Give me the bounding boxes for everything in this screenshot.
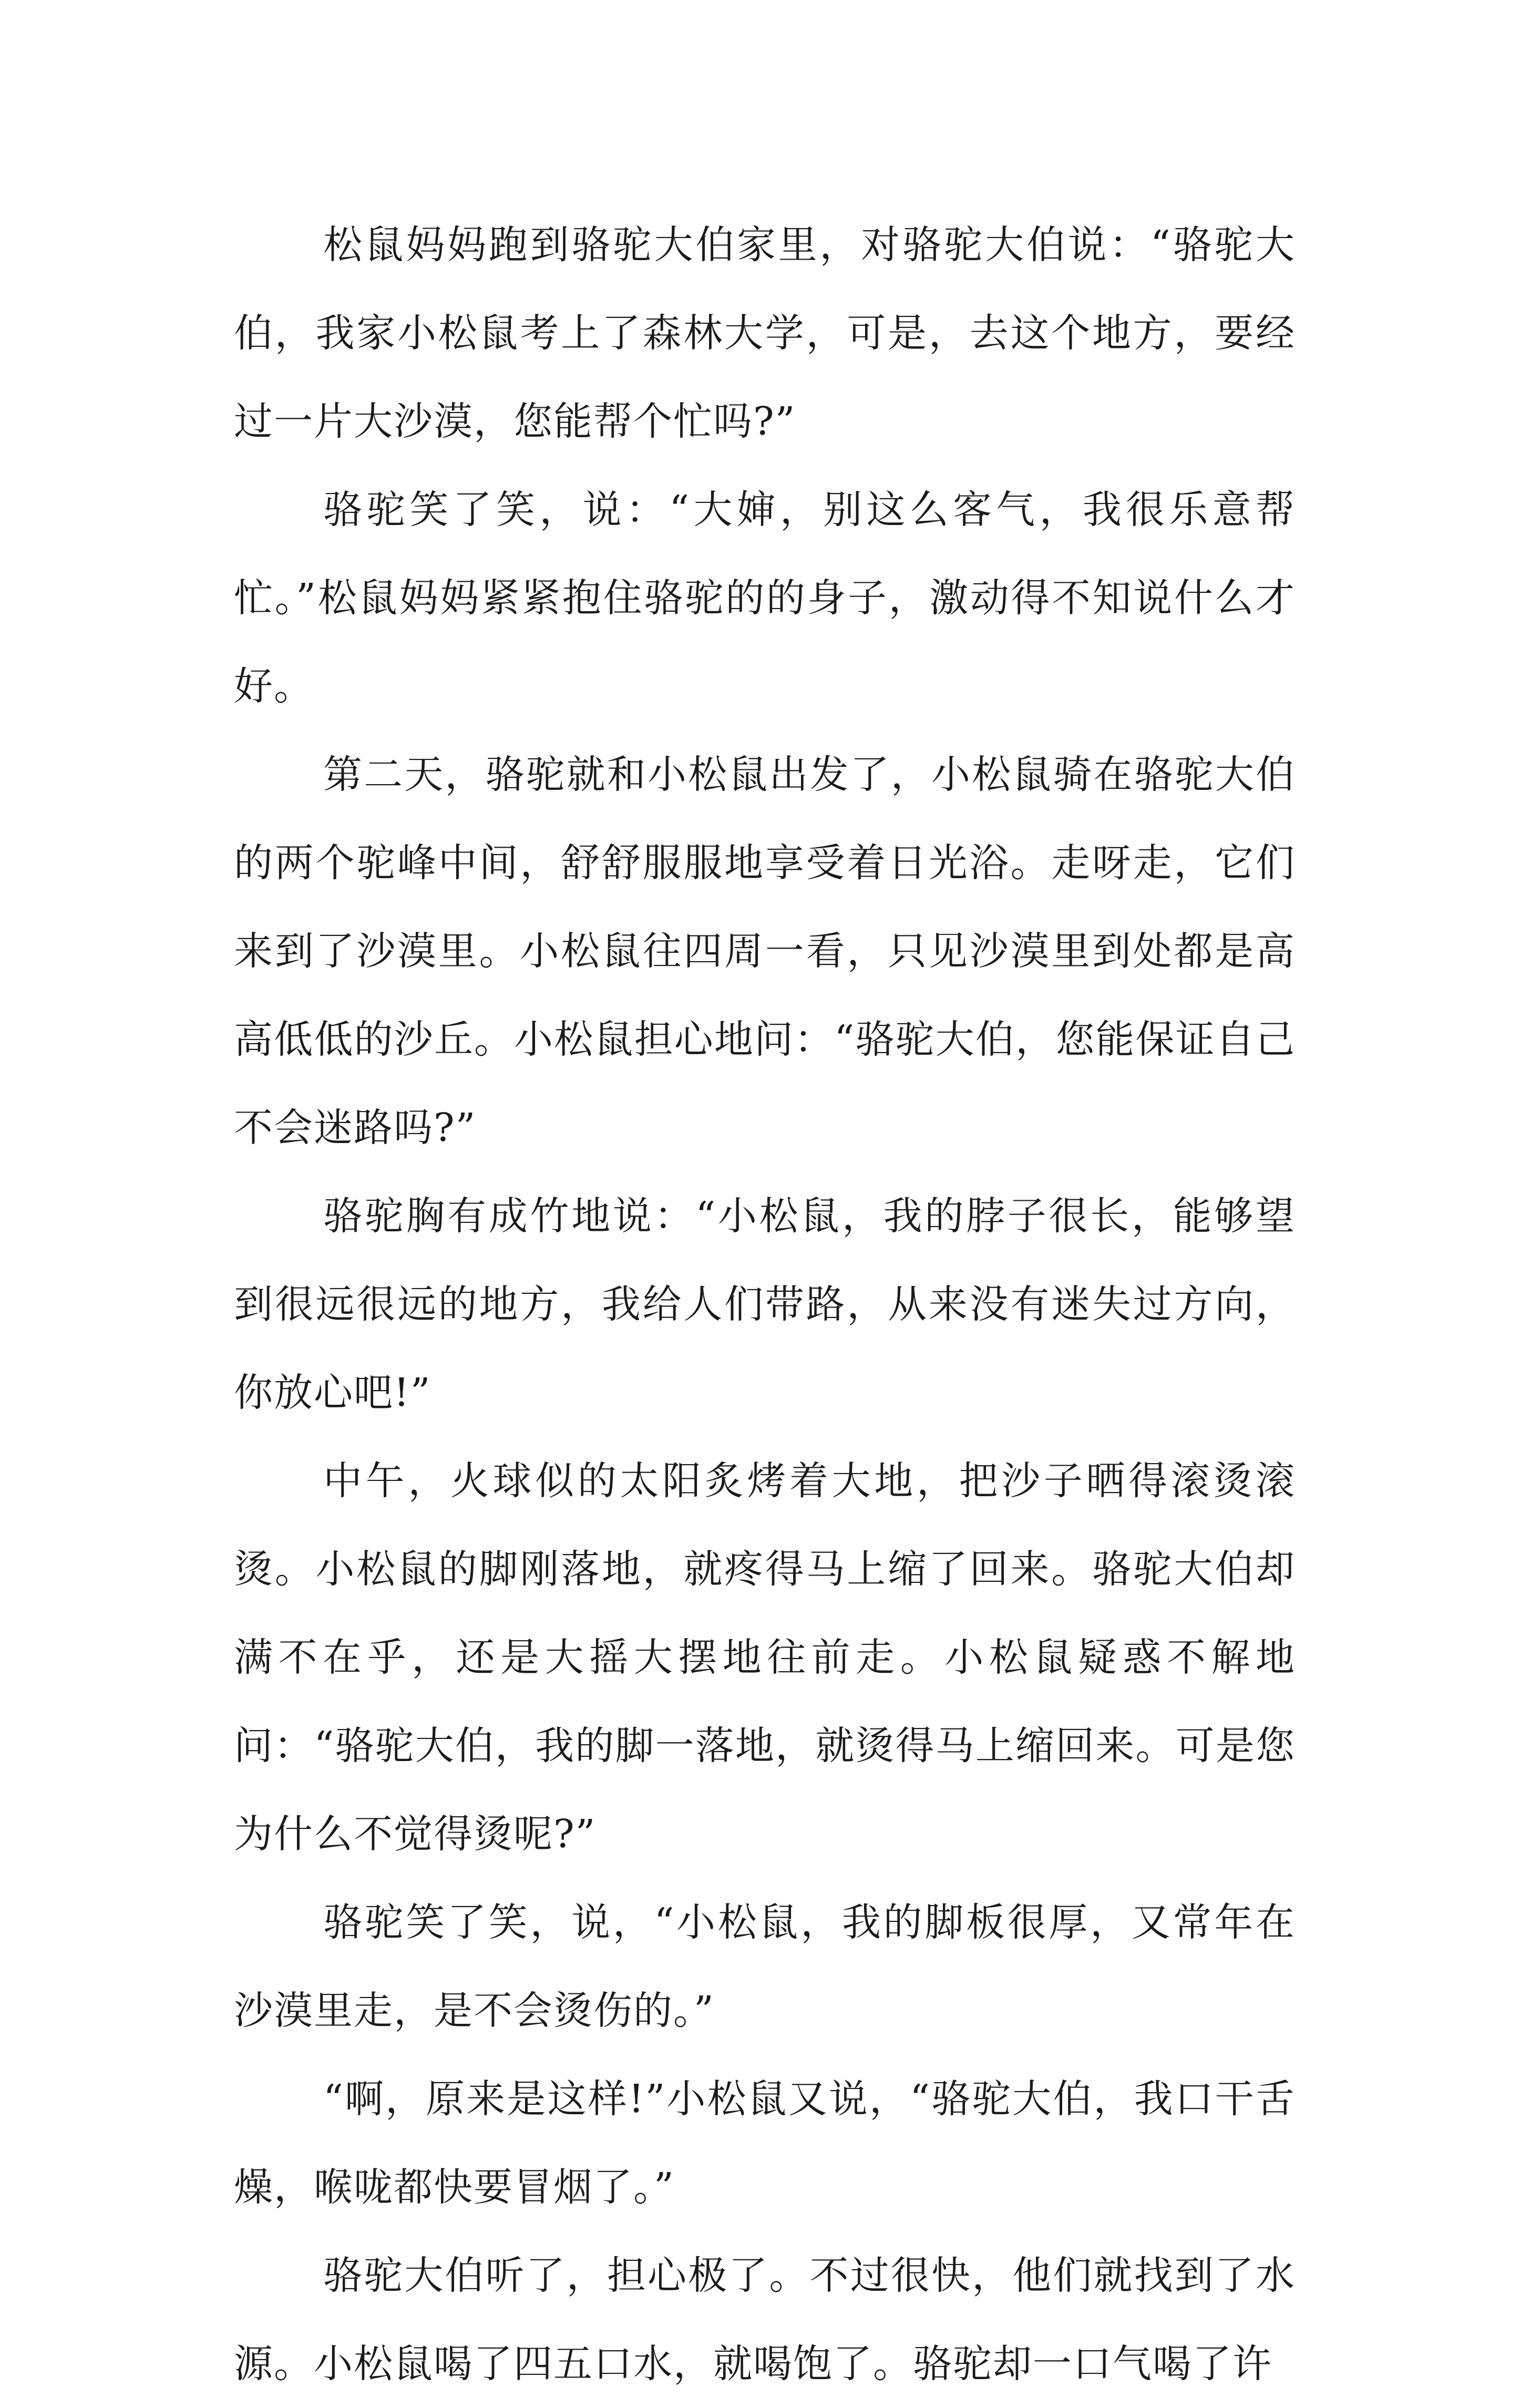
paragraph-2: 骆驼笑了笑，说：“大婶，别这么客气，我很乐意帮忙。”松鼠妈妈紧紧抱住骆驼的的身子，激动得不知说什么才好。 bbox=[234, 487, 1296, 709]
paragraph-8: 骆驼大伯听了，担心极了。不过很快，他们就找到了水源。小松鼠喝了四五口水，就喝饱了。骆驼却一口气喝了许 bbox=[234, 2253, 1296, 2386]
paragraph-6: 骆驼笑了笑，说，“小松鼠，我的脚板很厚，又常年在沙漠里走，是不会烫伤的。” bbox=[234, 1900, 1296, 2033]
document-body bbox=[234, 201, 1296, 2408]
paragraph-1: 松鼠妈妈跑到骆驼大伯家里，对骆驼大伯说：“骆驼大伯，我家小松鼠考上了森林大学，可是，去这个地方，要经过一片大沙漠，您能帮个忙吗?” bbox=[234, 222, 1296, 444]
paragraph-5: 中午，火球似的太阳炙烤着大地，把沙子晒得滚烫滚烫。小松鼠的脚刚落地，就疼得马上缩了回来。骆驼大伯却满不在乎，还是大摇大摆地往前走。小松鼠疑惑不解地问：“骆驼大伯，我的脚一落地，就烫得马上缩回来。可是您为什么不觉得烫呢?” bbox=[234, 1458, 1296, 1857]
paragraph-3: 第二天，骆驼就和小松鼠出发了，小松鼠骑在骆驼大伯的两个驼峰中间，舒舒服服地享受着日光浴。走呀走，它们来到了沙漠里。小松鼠往四周一看，只见沙漠里到处都是高高低低的沙丘。小松鼠担心地问：“骆驼大伯，您能保证自己不会迷路吗?” bbox=[234, 752, 1296, 1150]
paragraph-7: “啊，原来是这样!”小松鼠又说，“骆驼大伯，我口干舌燥，喉咙都快要冒烟了。” bbox=[234, 2076, 1296, 2210]
paragraph-4: 骆驼胸有成竹地说：“小松鼠，我的脖子很长，能够望到很远很远的地方，我给人们带路，从来没有迷失过方向，你放心吧!” bbox=[234, 1193, 1296, 1415]
